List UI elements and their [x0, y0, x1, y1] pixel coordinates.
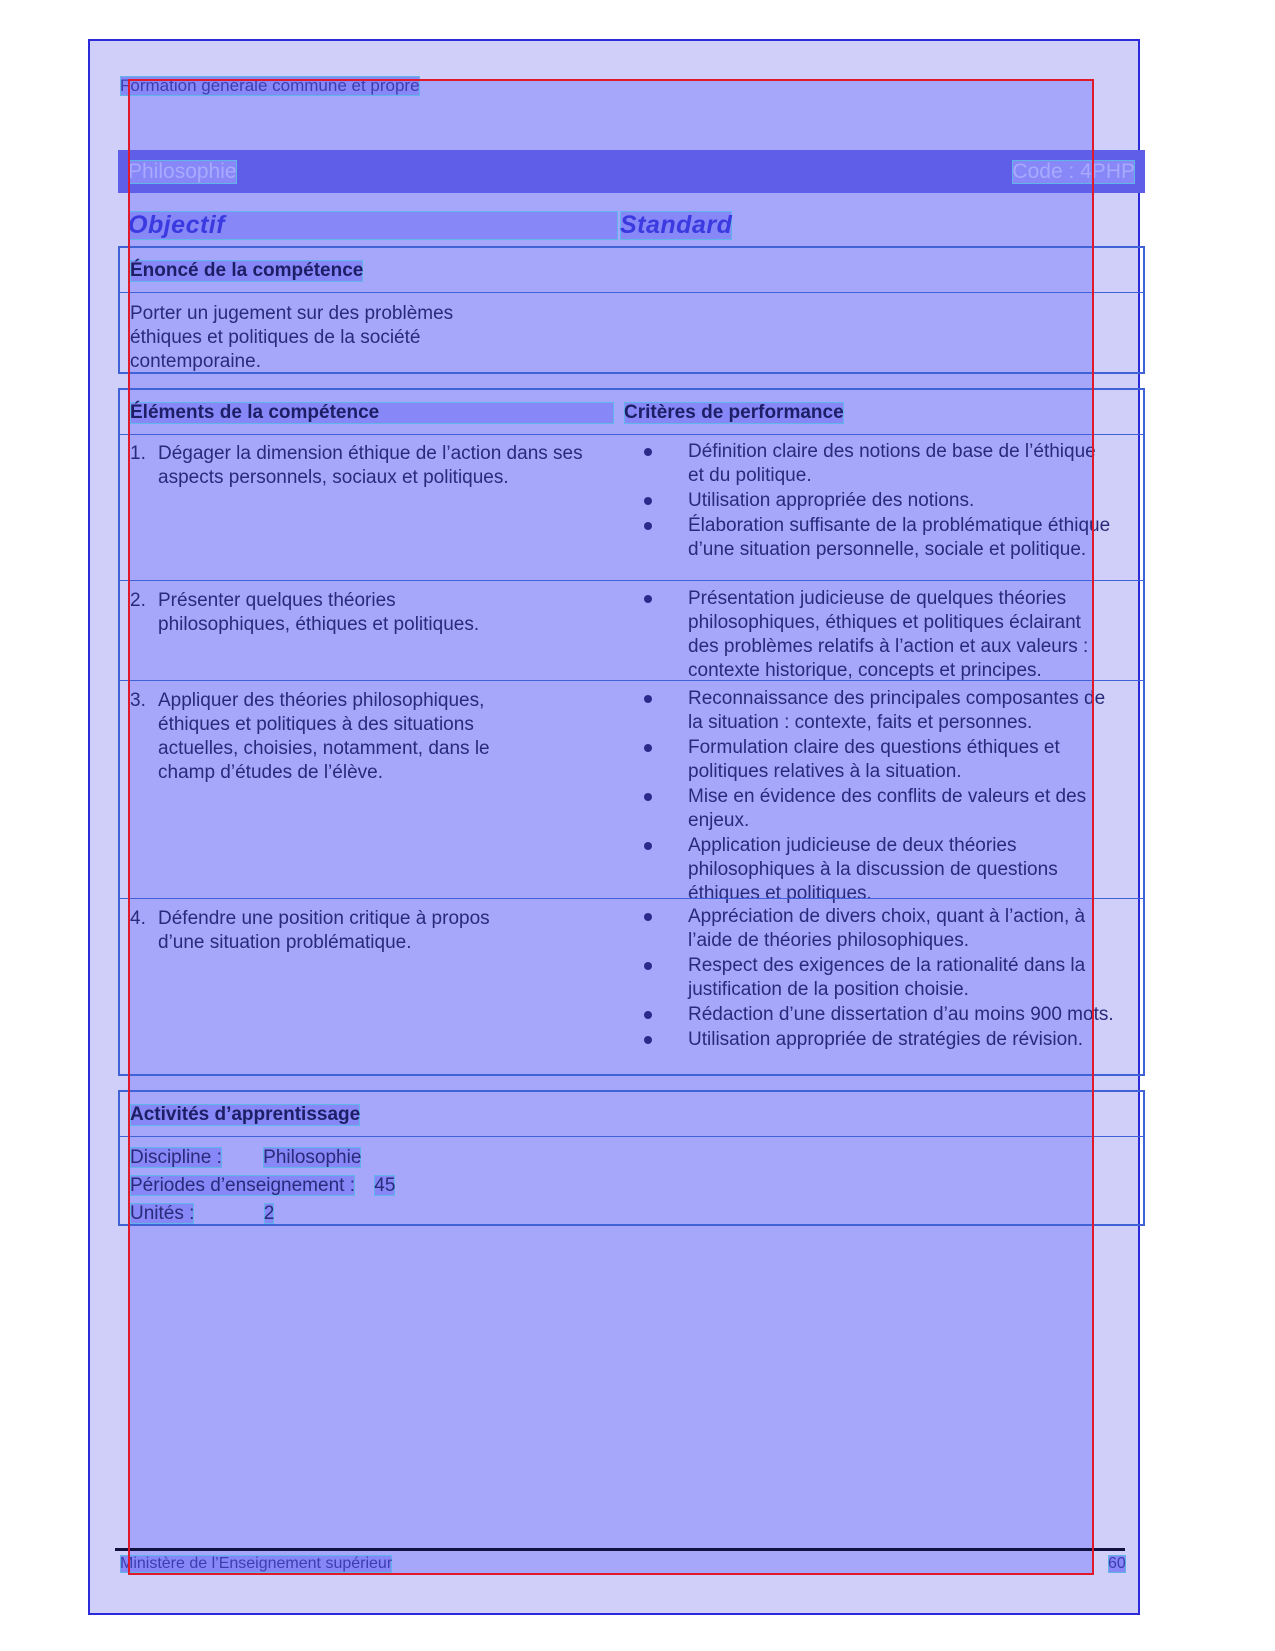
elements-box — [118, 388, 1145, 1076]
bullet-icon — [644, 962, 652, 970]
bullet-icon — [644, 497, 652, 505]
criteria-list — [644, 440, 1114, 563]
page-number: 60 — [1108, 1555, 1126, 1572]
criterion-item: Respect des exigences de la rationalité dans la justification de la position choisie. — [644, 954, 1114, 1002]
criterion-item: Utilisation appropriée des notions. — [644, 489, 1114, 513]
footer-rule — [115, 1548, 1125, 1551]
elements-header — [120, 390, 1143, 435]
periods-line — [130, 1174, 395, 1198]
objective-heading: Objectif — [128, 211, 618, 240]
bullet-icon — [644, 448, 652, 456]
units-line — [130, 1202, 274, 1226]
discipline-value: Philosophie — [263, 1147, 362, 1168]
bullet-icon — [644, 842, 652, 850]
element-row-3 — [120, 680, 1143, 904]
competence-text: Porter un jugement sur des problèmes éthiques et politiques de la société contemporaine. — [130, 303, 454, 372]
criterion-item: Utilisation appropriée de stratégies de révision. — [644, 1028, 1114, 1052]
competence-header — [120, 248, 1143, 293]
criterion-item: Application judicieuse de deux théories philosophiques à la discussion de questions éthiques et politiques. — [644, 834, 1114, 906]
discipline-label: Discipline : — [130, 1147, 222, 1168]
units-label: Unités : — [130, 1203, 195, 1224]
discipline-line — [130, 1146, 361, 1170]
bullet-icon — [644, 1011, 652, 1019]
criterion-item: Mise en évidence des conflits de valeurs et des enjeux. — [644, 785, 1114, 833]
criterion-item: Formulation claire des questions éthiques et politiques relatives à la situation. — [644, 736, 1114, 784]
periods-label: Périodes d’enseignement : — [130, 1175, 355, 1196]
element-text: Appliquer des théories philosophiques, éthiques et politiques à des situations actuelles, choisies, notamment, dans le champ d’études de l’élève. — [158, 690, 490, 783]
bullet-icon — [644, 793, 652, 801]
activities-box — [118, 1090, 1145, 1226]
bullet-icon — [644, 595, 652, 603]
element-row-1 — [120, 434, 1143, 580]
criteria-list — [644, 905, 1114, 1053]
periods-value: 45 — [374, 1175, 396, 1196]
criterion-item: Reconnaissance des principales composantes de la situation : contexte, faits et personnes. — [644, 687, 1114, 735]
element-row-4 — [120, 898, 1143, 1075]
criterion-item: Élaboration suffisante de la problématique éthique d’une situation personnelle, sociale et politique. — [644, 514, 1114, 562]
element-row-2 — [120, 580, 1143, 681]
criterion-item: Rédaction d’une dissertation d’au moins 900 mots. — [644, 1003, 1114, 1027]
course-band — [118, 150, 1145, 193]
competence-header-label: Énoncé de la compétence — [130, 260, 364, 281]
bullet-icon — [644, 1036, 652, 1044]
bullet-icon — [644, 522, 652, 530]
bullet-icon — [644, 913, 652, 921]
element-number: 2. — [130, 590, 146, 611]
competence-box — [118, 246, 1145, 374]
bullet-icon — [644, 695, 652, 703]
standard-heading: Standard — [620, 211, 733, 239]
criteria-list — [644, 587, 1114, 684]
element-text: Présenter quelques théories philosophiques, éthiques et politiques. — [158, 590, 480, 635]
criteria-list — [644, 687, 1114, 907]
criterion-item: Définition claire des notions de base de l’éthique et du politique. — [644, 440, 1114, 488]
bullet-icon — [644, 744, 652, 752]
criterion-item: Présentation judicieuse de quelques théories philosophiques, éthiques et politiques éclairant des problèmes relatifs à l’action et aux valeurs : contexte historique, concepts et principes. — [644, 587, 1114, 683]
activities-header-label: Activités d’apprentissage — [130, 1104, 361, 1125]
criteria-header-label: Critères de performance — [624, 402, 844, 423]
element-number: 4. — [130, 908, 146, 929]
activities-header — [120, 1092, 1143, 1137]
running-header: Formation générale commune et propre — [120, 76, 420, 95]
element-number: 1. — [130, 443, 146, 464]
course-title: Philosophie — [128, 160, 237, 183]
element-number: 3. — [130, 690, 146, 711]
element-text: Défendre une position critique à propos d’une situation problématique. — [158, 908, 490, 953]
units-value: 2 — [263, 1203, 275, 1224]
criterion-item: Appréciation de divers choix, quant à l’action, à l’aide de théories philosophiques. — [644, 905, 1114, 953]
element-text: Dégager la dimension éthique de l’action dans ses aspects personnels, sociaux et politiques. — [158, 443, 583, 488]
elements-header-label: Éléments de la compétence — [130, 402, 614, 424]
footer-ministry: Ministère de l’Enseignement supérieur — [120, 1555, 393, 1572]
course-code: Code : 4PHP — [1012, 160, 1135, 183]
